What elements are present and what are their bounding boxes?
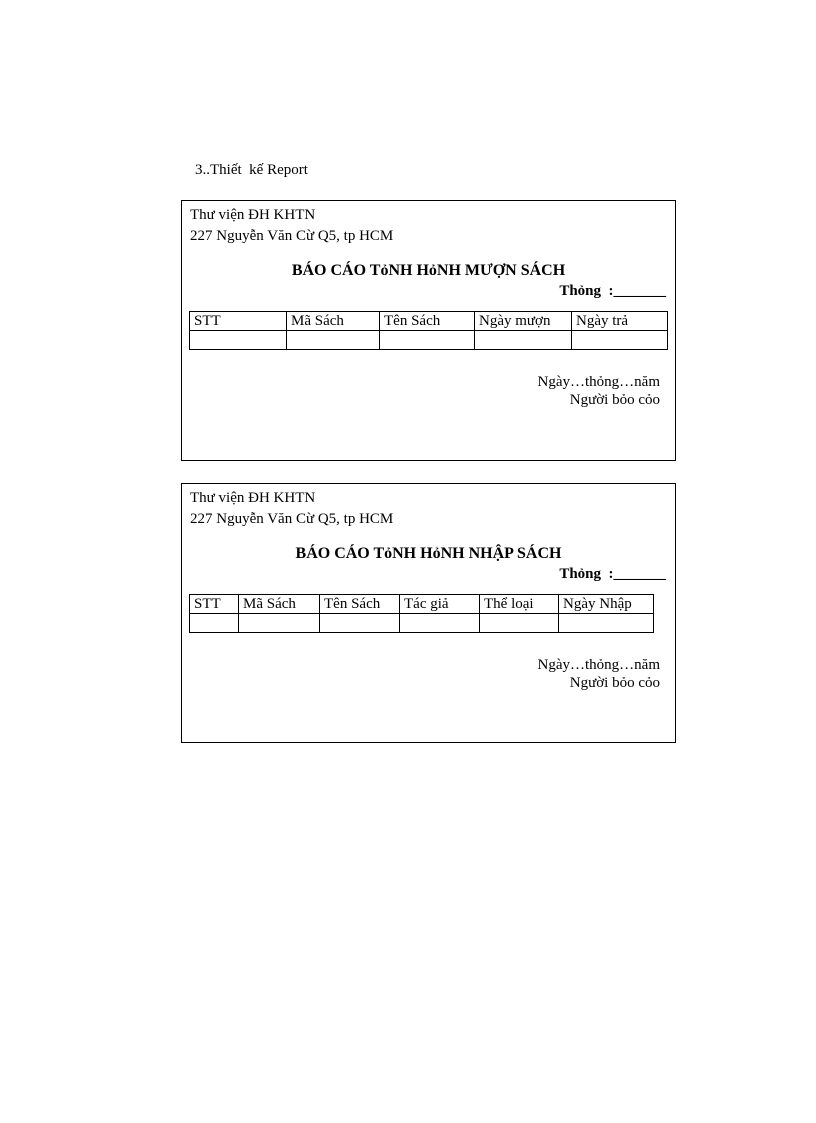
signature-person-line: Người bỏo cỏo xyxy=(569,392,660,408)
borrow-report-table xyxy=(189,311,668,350)
column-header-stt: STT xyxy=(190,312,287,331)
table-cell xyxy=(480,614,559,633)
signature-date-line: Ngày…thỏng…năm xyxy=(537,374,660,390)
org-name-line: Thư viện ĐH KHTN xyxy=(190,207,316,223)
report-box-nhap-sach xyxy=(181,483,676,743)
org-address-line: 227 Nguyễn Văn Cừ Q5, tp HCM xyxy=(190,228,394,244)
column-header-the-loai: Thể loại xyxy=(480,595,559,614)
table-header-row xyxy=(190,595,654,614)
signature-person-line: Người bỏo cỏo xyxy=(569,675,660,691)
table-header-row xyxy=(190,312,668,331)
table-cell xyxy=(190,614,239,633)
table-cell xyxy=(559,614,654,633)
month-field-nhap: Thỏng :_______ xyxy=(559,566,666,582)
report-title-muon: BÁO CÁO TỏNH HỏNH MƯỢN SÁCH xyxy=(291,262,566,279)
report-box-muon-sach xyxy=(181,200,676,461)
table-cell xyxy=(287,331,380,350)
table-cell xyxy=(320,614,400,633)
column-header-ten-sach: Tên Sách xyxy=(320,595,400,614)
signature-date-line: Ngày…thỏng…năm xyxy=(537,657,660,673)
column-header-ngay-muon: Ngày mượn xyxy=(475,312,572,331)
column-header-ma-sach: Mã Sách xyxy=(239,595,320,614)
table-cell xyxy=(400,614,480,633)
column-header-ma-sach: Mã Sách xyxy=(287,312,380,331)
table-cell xyxy=(190,331,287,350)
import-report-table xyxy=(189,594,654,633)
column-header-ten-sach: Tên Sách xyxy=(380,312,475,331)
org-address-line: 227 Nguyễn Văn Cừ Q5, tp HCM xyxy=(190,511,394,527)
column-header-ngay-tra: Ngày trả xyxy=(572,312,668,331)
table-cell xyxy=(239,614,320,633)
org-name-line: Thư viện ĐH KHTN xyxy=(190,490,316,506)
month-field-muon: Thỏng :_______ xyxy=(559,283,666,299)
table-cell xyxy=(475,331,572,350)
column-header-stt: STT xyxy=(190,595,239,614)
column-header-tac-gia: Tác giả xyxy=(400,595,480,614)
table-row xyxy=(190,614,654,633)
column-header-ngay-nhap: Ngày Nhập xyxy=(559,595,654,614)
report-title-nhap: BÁO CÁO TỏNH HỏNH NHẬP SÁCH xyxy=(295,545,562,562)
table-cell xyxy=(380,331,475,350)
table-row xyxy=(190,331,668,350)
section-heading: 3..Thiết kế Report xyxy=(195,162,308,178)
table-cell xyxy=(572,331,668,350)
